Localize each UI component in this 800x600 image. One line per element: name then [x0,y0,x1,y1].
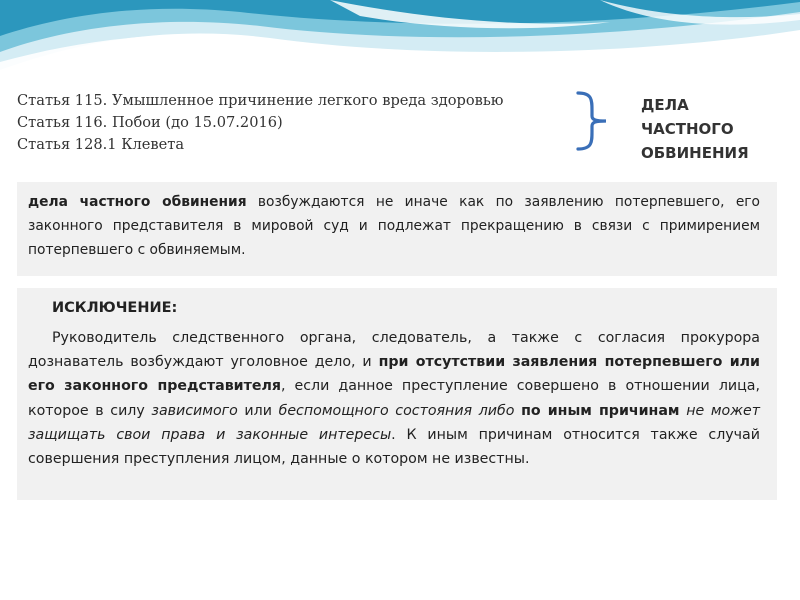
definition-paragraph: дела частного обвинения возбуждаются не иначе как по заявлению потерпевшего, его законного представителя в мировой суд и подлежат прекращению в связи с примирением потерпевшего с обвиняемым. [28,194,760,258]
article-116: Статья 116. Побои (до 15.07.2016) [17,114,283,131]
private-prosecution-label: ДЕЛА ЧАСТНОГО ОБВИНЕНИЯ [641,96,749,162]
header-wave-decoration [0,0,800,95]
article-list [17,90,577,156]
exception-paragraph: Руководитель следственного органа, следователь, а также с согласия прокурора дознаватель возбуждают уголовное дело, и при отсутствии заявления потерпевшего или его законного представителя, если данное преступление совершено в отношении лица, которое в силу зависимого или беспомощного состояния либо по иным причинам не может защищать свои права и законные интересы. К иным причинам относится также случай совершения преступления лицом, данные о котором не известны. [28,330,761,468]
article-128-1: Статья 128.1 Клевета [17,136,185,153]
exception-title: ИСКЛЮЧЕНИЕ: [52,300,178,316]
definition-term: дела частного обвинения [28,194,247,210]
right-brace-icon [572,90,612,152]
article-115: Статья 115. Умышленное причинение легкого вреда здоровью [17,92,504,109]
